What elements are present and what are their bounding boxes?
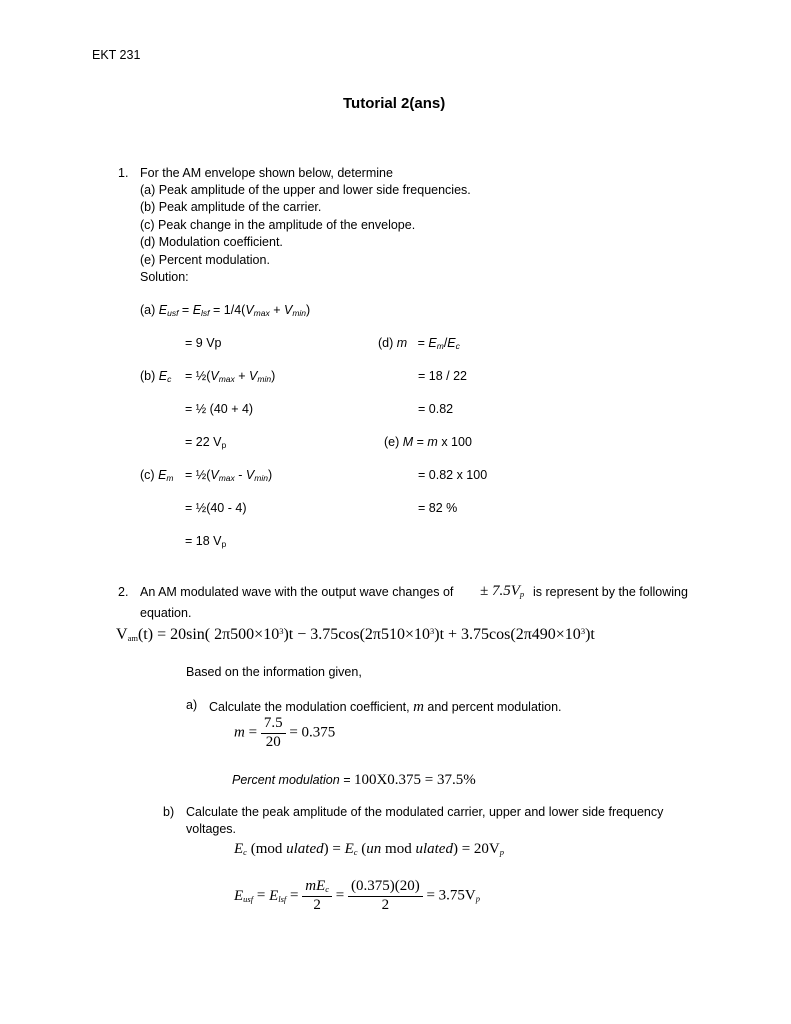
q2-e-usf-formula: $E_{usf} = E_{lsf}$ = $\frac{mE_c}{2}$ = $\frac{(0.375)(20)}{2}$ = $3.75V_p$ (234, 878, 481, 913)
q1-part-a: (a) Peak amplitude of the upper and lower side frequencies. (140, 183, 471, 197)
q2-equation: $V_{am}(t) = 20\sin$( $2\pi 500\times 10^3)t - 3.75\cos(2\pi 510\times 10^3)t + 3.75\cos(2\pi 490\times 10^3)t$ (116, 626, 595, 643)
q1-sol-d-result: = 0.82 (418, 402, 454, 416)
q1-sol-e-step2: = 0.82 x 100 (418, 468, 488, 482)
q1-sol-b-step2: = ½ (40 + 4) (185, 402, 254, 416)
q1-part-d: (d) Modulation coefficient. (140, 235, 283, 249)
q1-number: 1. (118, 166, 129, 180)
q2-ec-formula: $E_c$ (mod ulated) = $E_c$ (un mod ulated) = $20V_p$ (234, 841, 505, 857)
m-frac-den: 20 (265, 733, 281, 750)
q2-a-text: Calculate the modulation coefficient, m and percent modulation. (209, 699, 562, 715)
q2-a-label: a) (186, 698, 198, 712)
page-title: Tutorial 2(ans) (343, 95, 446, 112)
q2-prompt-after: is represent by the following (533, 585, 688, 599)
q2-percent-modulation: Percent modulation = 100X0.375 = 37.5% (232, 772, 476, 788)
course-code: EKT 231 (92, 48, 141, 62)
q1-sol-d-formula: (d) $m = E_m/E_c$ (378, 336, 460, 351)
q2-prompt-math: ± $7.5V_p$ (480, 583, 525, 599)
q2-prompt-line2: equation. (140, 606, 192, 620)
q2-b-label: b) (163, 805, 175, 819)
q1-sol-a-formula: (a) $E_{usf} = E_{lsf} = 1/4(V_{max} + V_{min})$ (140, 303, 311, 318)
q1-part-b: (b) Peak amplitude of the carrier. (140, 200, 322, 214)
q1-sol-c-label: (c) $E_m$ (140, 468, 174, 483)
q1-part-e: (e) Percent modulation. (140, 253, 270, 267)
q2-prompt-before: An AM modulated wave with the output wave changes of (140, 585, 454, 599)
q1-part-c: (c) Peak change in the amplitude of the envelope. (140, 218, 416, 232)
q1-sol-b-formula: = $\frac{1}{2}(V_{max} + V_{min})$ (185, 369, 276, 384)
q2-m-formula: m = $\frac{7.5}{20}$ = 0.375 (234, 715, 336, 750)
q2-based-on: Based on the information given, (186, 665, 362, 679)
q1-prompt: For the AM envelope shown below, determine (140, 166, 393, 180)
e-frac2-den: 2 (381, 896, 390, 913)
q1-solution-label: Solution: (140, 270, 189, 284)
q1-sol-c-formula: = $\frac{1}{2}(V_{max} - V_{min})$ (185, 468, 273, 483)
e-frac2-num: (0.375)(20) (348, 879, 423, 897)
m-frac-num: 7.5 (261, 716, 286, 734)
q1-sol-e-formula: (e) M = m x 100 (384, 435, 472, 449)
q1-sol-c-result: = 18 $V_p$ (185, 534, 227, 549)
q1-sol-a-result: = 9 Vp (185, 336, 222, 350)
q1-sol-b-label: (b) $E_c$ (140, 369, 172, 384)
q1-sol-d-step2: = 18 / 22 (418, 369, 467, 383)
q2-number: 2. (118, 585, 129, 599)
q1-sol-c-step2: = ½(40 - 4) (185, 501, 247, 515)
q1-sol-e-result: = 82 % (418, 501, 458, 515)
q1-sol-b-result: = 22 $V_p$ (185, 435, 227, 450)
q2-b-text-line2: voltages. (186, 822, 237, 836)
q2-b-text: Calculate the peak amplitude of the modulated carrier, upper and lower side frequency (186, 805, 664, 819)
